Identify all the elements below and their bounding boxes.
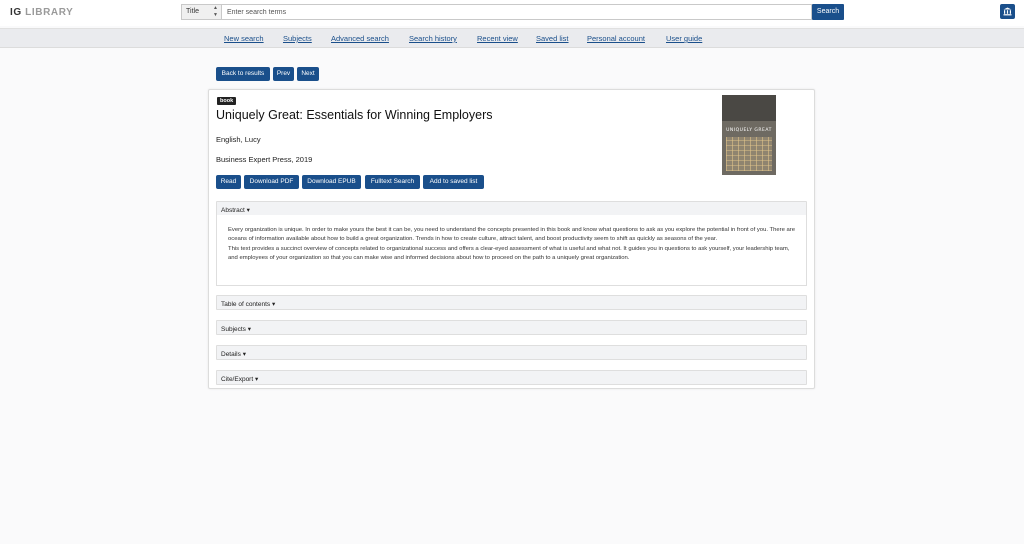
table-of-contents-header[interactable]: [216, 295, 807, 310]
abstract-text: [228, 226, 798, 264]
cite-export-label-text: Cite/Export: [221, 376, 254, 383]
next-button[interactable]: Next: [297, 67, 319, 81]
cover-title: UNIQUELY GREAT: [726, 128, 772, 133]
site-logo[interactable]: [10, 7, 73, 18]
record-publisher: Business Expert Press, 2019: [216, 155, 313, 164]
book-cover[interactable]: [722, 95, 776, 175]
search-field-select[interactable]: [182, 5, 222, 19]
nav-new-search[interactable]: New search: [224, 34, 264, 43]
main-navigation: [0, 28, 1024, 48]
fulltext-search-button[interactable]: Fulltext Search: [365, 175, 420, 189]
toc-label-text: Table of contents: [221, 301, 271, 308]
toc-label: [221, 300, 275, 308]
logo-library: LIBRARY: [25, 7, 74, 18]
select-arrows-icon: ▲ ▼: [213, 5, 218, 18]
caret-down-icon: ▾: [246, 207, 250, 214]
cite-export-label: [221, 375, 258, 383]
subjects-label: [221, 325, 251, 333]
institution-button[interactable]: [1000, 4, 1015, 19]
nav-search-history[interactable]: Search history: [409, 34, 457, 43]
record-title: Uniquely Great: Essentials for Winning Employers: [216, 108, 493, 122]
abstract-label: [221, 206, 250, 214]
subjects-header[interactable]: [216, 320, 807, 335]
subjects-label-text: Subjects: [221, 326, 246, 333]
caret-down-icon: ▾: [247, 326, 252, 333]
download-pdf-button[interactable]: Download PDF: [244, 175, 299, 189]
search-field-value: Title: [186, 8, 199, 15]
top-header: [0, 0, 1024, 26]
nav-personal-account[interactable]: Personal account: [587, 34, 645, 43]
abstract-body: [216, 215, 807, 286]
nav-user-guide[interactable]: User guide: [666, 34, 703, 43]
type-badge: book: [217, 97, 236, 105]
download-epub-button[interactable]: Download EPUB: [302, 175, 361, 189]
caret-down-icon: ▾: [242, 351, 246, 358]
abstract-paragraph-1: Every organization is unique. In order to make yours the best it can be, you need to understand the concepts presented in this book and know what questions to ask as you explore the potential in front of you. There are oceans of information available about how to build a great organization. Trends in how to create culture, attract talent, and boost productivity seem to shift as quickly as seasons of the year.: [228, 227, 796, 243]
add-to-saved-list-button[interactable]: Add to saved list: [423, 175, 484, 189]
caret-down-icon: ▾: [271, 301, 276, 308]
back-to-results-button[interactable]: Back to results: [216, 67, 270, 81]
read-button[interactable]: Read: [216, 175, 241, 189]
nav-subjects[interactable]: Subjects: [283, 34, 312, 43]
abstract-paragraph-2: This text provides a succinct overview of concepts related to organizational success and offers a clear-eyed assessment of what is useful and what not. It guides you in questions to ask yourself, your leadership team, and employees of your organization so that you can make wise and informed decisions about how to proceed on the path to a uniquely great organization.: [228, 245, 790, 262]
nav-saved-list[interactable]: Saved list: [536, 34, 569, 43]
nav-advanced-search[interactable]: Advanced search: [331, 34, 389, 43]
cover-band: [722, 95, 776, 121]
search-button[interactable]: Search: [812, 4, 844, 20]
abstract-header[interactable]: [216, 201, 807, 216]
record-author: English, Lucy: [216, 135, 261, 144]
institution-icon: [1003, 7, 1012, 16]
abstract-label-text: Abstract: [221, 207, 245, 214]
cover-image: [726, 137, 772, 171]
details-header[interactable]: [216, 345, 807, 360]
search-input[interactable]: [223, 5, 811, 19]
details-label: [221, 350, 246, 358]
prev-button[interactable]: Prev: [273, 67, 294, 81]
search-bar: [181, 4, 812, 20]
caret-down-icon: ▾: [254, 376, 259, 383]
logo-ig: IG: [10, 7, 22, 18]
cite-export-header[interactable]: [216, 370, 807, 385]
nav-recent-view[interactable]: Recent view: [477, 34, 518, 43]
details-label-text: Details: [221, 351, 241, 358]
